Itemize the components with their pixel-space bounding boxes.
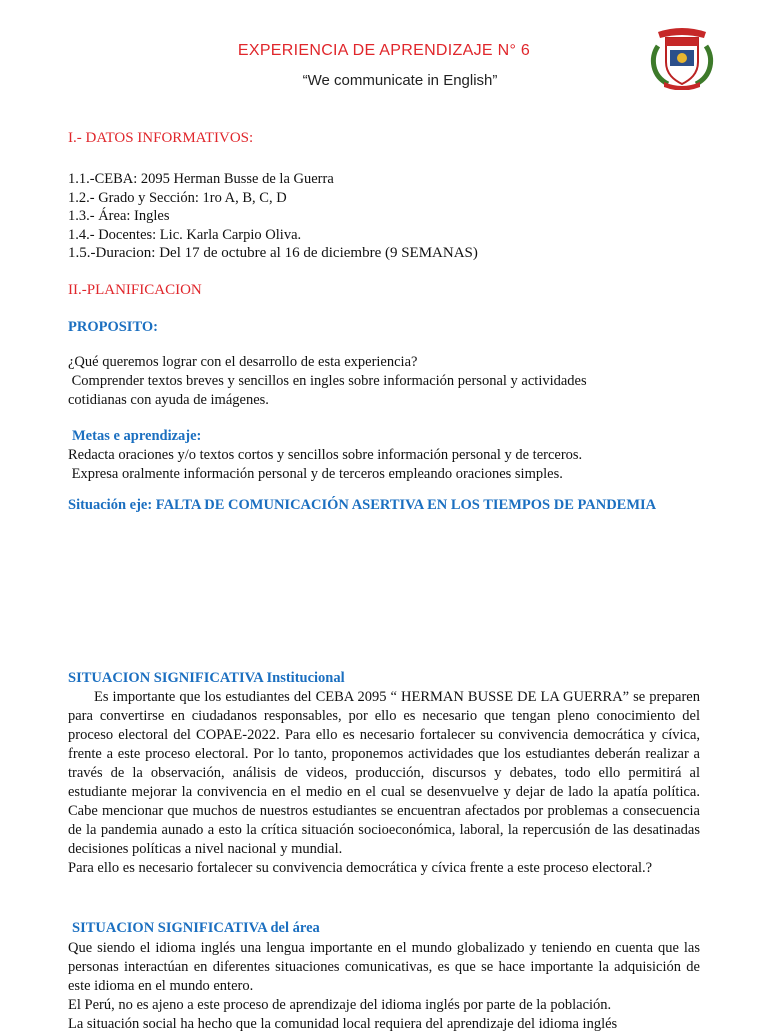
situacion-eje: Situación eje: FALTA DE COMUNICACIÓN ASERTIVA EN LOS TIEMPOS DE PANDEMIA: [68, 497, 657, 513]
metas-line-1: Redacta oraciones y/o textos cortos y sencillos sobre información personal y de terceros.: [68, 447, 583, 463]
datos-item-docentes: 1.4.- Docentes: Lic. Karla Carpio Oliva.: [68, 226, 302, 243]
datos-item-duracion: 1.5.-Duracion: Del 17 de octubre al 16 de diciembre (9 SEMANAS): [68, 245, 478, 261]
datos-item-ceba: 1.1.-CEBA: 2095 Herman Busse de la Guerra: [68, 171, 334, 187]
datos-item-grado: 1.2.- Grado y Sección: 1ro A, B, C, D: [68, 189, 287, 206]
document-title: EXPERIENCIA DE APRENDIZAJE N° 6: [237, 42, 531, 59]
proposito-line-2: cotidianas con ayuda de imágenes.: [68, 392, 269, 408]
proposito-line-1: Comprender textos breves y sencillos en ingles sobre información personal y actividades: [68, 373, 587, 389]
section-datos-heading: I.- DATOS INFORMATIVOS:: [68, 130, 254, 146]
section-planificacion-heading: II.-PLANIFICACION: [68, 282, 202, 298]
metas-line-2: Expresa oralmente información personal y de terceros empleando oraciones simples.: [68, 466, 563, 482]
situacion-area-body: [68, 939, 700, 1034]
situacion-institucional-paragraph-2: Para ello es necesario fortalecer su convivencia democrática y cívica frente a este proceso electoral.?: [68, 860, 653, 876]
situacion-area-paragraph-2: El Perú, no es ajeno a este proceso de aprendizaje del idioma inglés por parte de la población.: [68, 997, 612, 1013]
proposito-question: ¿Qué queremos lograr con el desarrollo de esta experiencia?: [68, 354, 418, 370]
situacion-area-paragraph-3: La situación social ha hecho que la comunidad local requiera del aprendizaje del idioma inglés: [68, 1016, 618, 1032]
document-subtitle: “We communicate in English”: [302, 72, 498, 89]
situacion-institucional-paragraph-1: Es importante que los estudiantes del CEBA 2095 “ HERMAN BUSSE DE LA GUERRA” se preparen para convertirse en ciudadanos responsables, por ello es necesario que tengan pleno conocimiento del proceso electoral del COPAE-2022. Para ello es necesario fortalecer su convivencia democrática y cívica, frente a este proceso electoral. Por lo tanto, proponemos actividades que los estudiantes deberán realizar a través de la observación, análisis de videos, producción, discursos y debates, todo ello permitirá al estudiante mejorar la convivencia en el medio en el cual se desenvuelve y dejar de lado la apatía política. Cabe mencionar que muchos de nuestros estudiantes se encuentran afectados por problemas a consecuencia de la pandemia aunado a esto la crítica situación socioeconómica, laboral, la repercusión de las desatinadas decisiones políticas a nivel nacional y mundial.: [68, 689, 700, 857]
proposito-heading: PROPOSITO:: [68, 319, 158, 335]
situacion-area-heading: SITUACION SIGNIFICATIVA del área: [72, 920, 320, 936]
datos-item-area: 1.3.- Área: Ingles: [68, 208, 170, 224]
situacion-institucional-body: [68, 688, 700, 878]
school-crest-icon: [648, 28, 716, 90]
metas-heading: Metas e aprendizaje:: [72, 428, 202, 444]
situacion-area-paragraph-1: Que siendo el idioma inglés una lengua importante en el mundo globalizado y teniendo en cuenta que las personas interactúan en diferentes situaciones comunicativas, es que se hace importante la adquisición de este idioma en el mundo entero.: [68, 940, 700, 994]
situacion-institucional-heading: SITUACION SIGNIFICATIVA Institucional: [68, 670, 345, 686]
